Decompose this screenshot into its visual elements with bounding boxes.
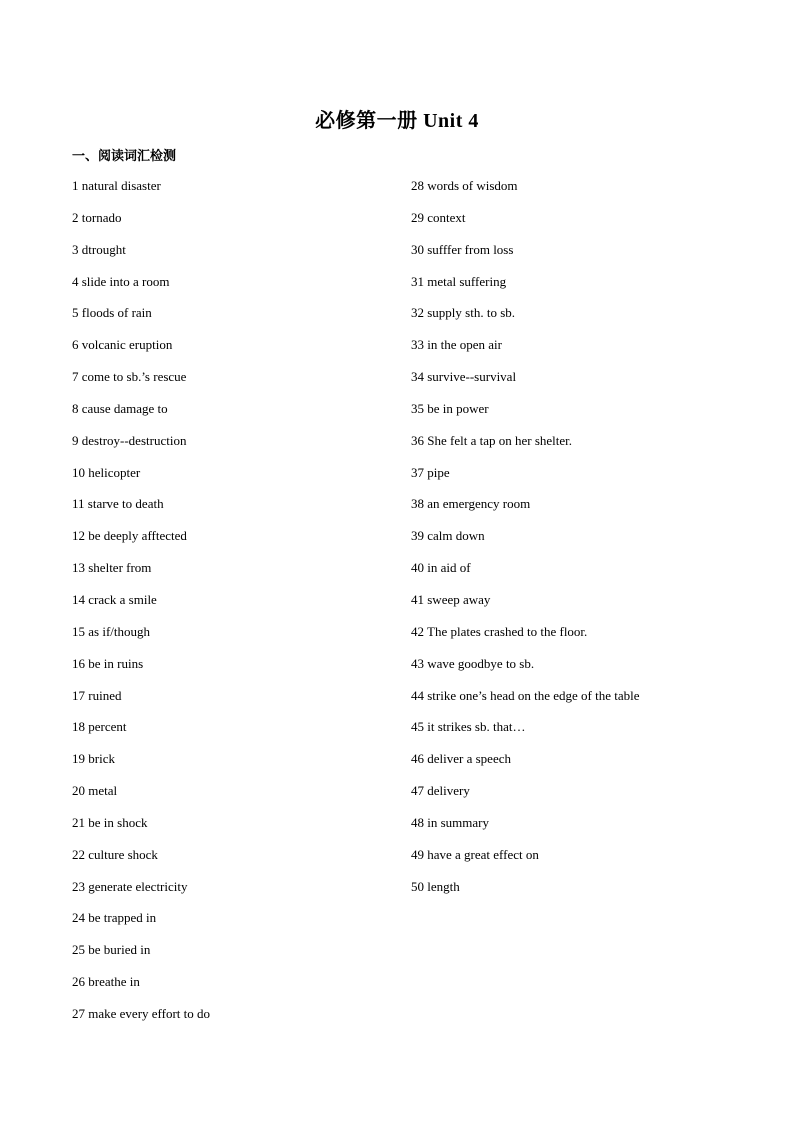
vocab-item: 38 an emergency room xyxy=(411,496,531,512)
document-title: 必修第一册 Unit 4 xyxy=(315,110,479,132)
vocab-item: 50 length xyxy=(411,878,460,894)
vocab-item: 21 be in shock xyxy=(72,814,148,830)
vocab-item: 19 brick xyxy=(72,751,115,767)
vocab-item: 7 come to sb.’s rescue xyxy=(72,369,187,385)
vocab-item: 3 dtrought xyxy=(72,241,126,257)
vocab-item: 34 survive--survival xyxy=(411,369,517,385)
vocab-item: 15 as if/though xyxy=(72,623,150,639)
vocab-item: 31 metal suffering xyxy=(411,273,507,289)
vocab-item: 32 supply sth. to sb. xyxy=(411,305,516,321)
vocab-item: 4 slide into a room xyxy=(72,273,170,289)
vocab-item: 20 metal xyxy=(72,783,118,799)
vocab-item: 45 it strikes sb. that… xyxy=(411,719,526,735)
vocab-item: 23 generate electricity xyxy=(72,878,188,894)
vocab-column-right xyxy=(411,175,751,907)
vocab-item: 16 be in ruins xyxy=(72,655,144,671)
vocab-item: 5 floods of rain xyxy=(72,305,152,321)
section-heading: 一、阅读词汇检测 xyxy=(72,148,177,163)
vocab-item: 42 The plates crashed to the floor. xyxy=(411,623,588,639)
vocab-column-left xyxy=(72,175,392,1035)
vocab-item: 10 helicopter xyxy=(72,464,141,480)
vocab-item: 25 be buried in xyxy=(72,942,151,958)
vocab-item: 1 natural disaster xyxy=(72,178,161,193)
vocab-item: 13 shelter from xyxy=(72,560,152,576)
vocab-item: 37 pipe xyxy=(411,464,450,480)
vocab-item: 8 cause damage to xyxy=(72,400,168,416)
vocab-item: 17 ruined xyxy=(72,687,122,703)
vocab-item: 43 wave goodbye to sb. xyxy=(411,655,535,671)
vocab-item: 29 context xyxy=(411,209,466,225)
vocab-item: 22 culture shock xyxy=(72,846,158,862)
vocab-item: 9 destroy--destruction xyxy=(72,432,187,448)
vocab-item: 41 sweep away xyxy=(411,591,491,607)
vocab-item: 28 words of wisdom xyxy=(411,178,518,193)
vocab-item: 18 percent xyxy=(72,719,127,735)
vocab-item: 11 starve to death xyxy=(72,496,164,512)
vocab-item: 14 crack a smile xyxy=(72,591,157,607)
vocab-item: 12 be deeply afftected xyxy=(72,528,187,544)
vocab-item: 24 be trapped in xyxy=(72,910,157,926)
vocab-item: 48 in summary xyxy=(411,814,489,830)
vocab-item: 39 calm down xyxy=(411,528,485,544)
vocab-item: 26 breathe in xyxy=(72,974,140,990)
vocab-item: 49 have a great effect on xyxy=(411,846,539,862)
vocab-item: 33 in the open air xyxy=(411,337,502,353)
vocab-item: 6 volcanic eruption xyxy=(72,337,173,353)
vocab-item: 47 delivery xyxy=(411,783,470,799)
vocab-item: 30 sufffer from loss xyxy=(411,241,514,257)
vocab-item: 35 be in power xyxy=(411,400,489,416)
vocab-item: 40 in aid of xyxy=(411,560,471,576)
vocab-item: 46 deliver a speech xyxy=(411,751,511,767)
vocab-item: 2 tornado xyxy=(72,209,122,225)
vocab-item: 36 She felt a tap on her shelter. xyxy=(411,432,573,448)
vocab-item: 44 strike one’s head on the edge of the table xyxy=(411,687,640,703)
vocab-item: 27 make every effort to do xyxy=(72,1005,211,1021)
